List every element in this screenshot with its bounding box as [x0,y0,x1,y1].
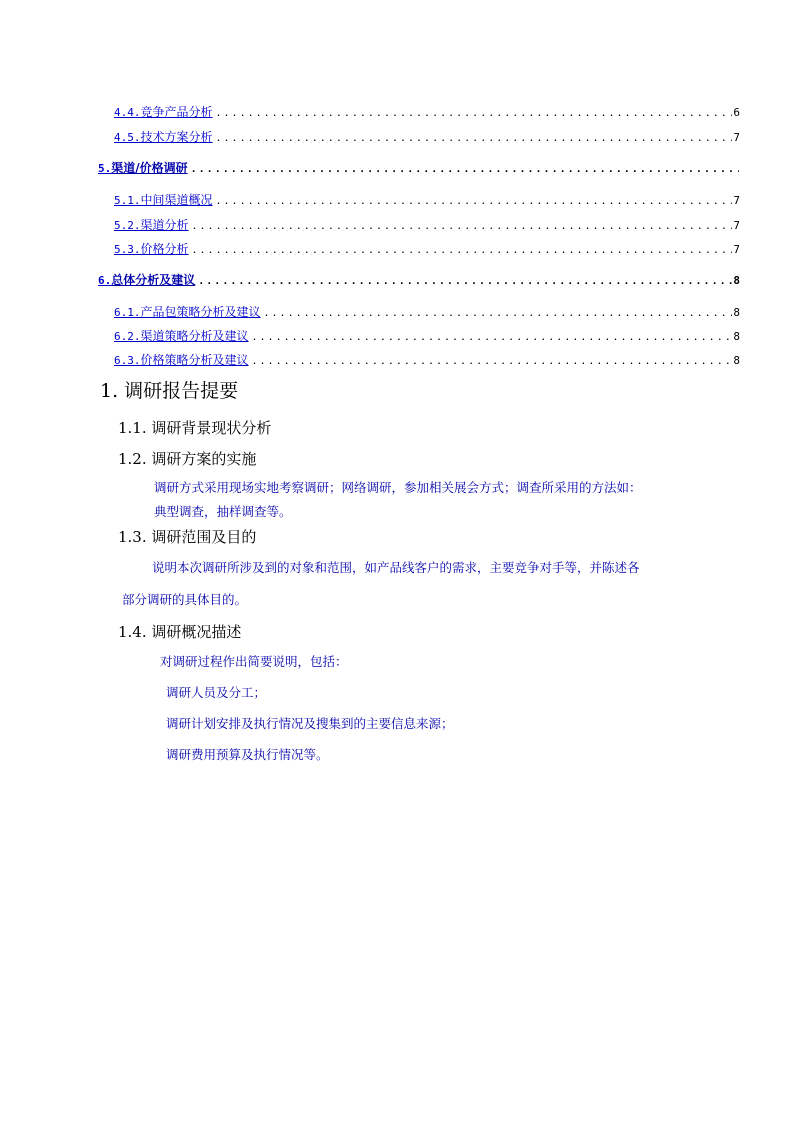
toc-entry[interactable] [114,217,740,235]
toc-entry[interactable] [98,272,740,290]
paragraph-line: 典型调查，抽样调查等。 [154,504,292,519]
toc-number[interactable]: 5.3. [114,243,141,256]
paragraph-line: 部分调研的具体目的。 [122,592,248,607]
toc-entry[interactable] [114,304,740,322]
subsection-heading-1-1: 1.1. 调研背景现状分析 [118,419,272,437]
paragraph-line: 对调研过程作出简要说明，包括： [160,654,348,669]
toc-title[interactable]: 渠道分析 [140,218,189,232]
toc-leader-dots [216,106,733,122]
list-item: 调研费用预算及执行情况等。 [166,747,329,762]
toc-page-number: 7 [733,243,740,256]
toc-title[interactable]: 价格策略分析及建议 [140,353,249,367]
toc-page-number: 7 [733,194,740,207]
toc-title[interactable]: 竞争产品分析 [140,105,213,119]
toc-page-number: 6 [733,106,740,119]
toc-number[interactable]: 5.1. [114,194,141,207]
toc-title[interactable]: 产品包策略分析及建议 [140,305,261,319]
toc-number[interactable]: 4.4. [114,106,141,119]
toc-entry[interactable] [114,328,740,346]
toc-page-number: 7 [733,131,740,144]
toc-entry[interactable] [114,129,740,147]
toc-leader-dots [216,194,733,210]
toc-number[interactable]: 5. [98,162,112,175]
toc-page-number: 7 [733,219,740,232]
toc-leader-dots [216,131,733,147]
toc-page-number: 8 [733,274,740,287]
toc-entry[interactable] [114,241,740,259]
toc-leader-dots [198,274,732,290]
toc-entry[interactable] [114,352,740,370]
toc-title[interactable]: 渠道策略分析及建议 [140,329,249,343]
toc-leader-dots [192,219,733,235]
paragraph-line: 说明本次调研所涉及到的对象和范围，如产品线客户的需求，主要竞争对手等，并陈述各 [152,560,640,575]
toc-page-number: 8 [733,306,740,319]
toc-title[interactable]: 中间渠道概况 [140,193,213,207]
toc-number[interactable]: 6. [98,274,112,287]
toc-title[interactable]: 总体分析及建议 [111,273,196,287]
toc-leader-dots [192,243,733,259]
toc-entry[interactable] [114,192,740,210]
toc-title[interactable]: 技术方案分析 [140,130,213,144]
toc-leader-dots [252,330,733,346]
toc-number[interactable]: 4.5. [114,131,141,144]
toc-page-number: 8 [733,354,740,367]
toc-leader-dots [252,354,733,370]
toc-entry[interactable] [114,104,740,122]
toc-number[interactable]: 6.1. [114,306,141,319]
toc-leader-dots [264,306,733,322]
toc-number[interactable]: 5.2. [114,219,141,232]
toc-leader-dots [191,162,739,178]
toc-entry[interactable] [98,160,740,178]
list-item: 调研计划安排及执行情况及搜集到的主要信息来源； [166,716,454,731]
section-heading-1: 1. 调研报告提要 [100,380,239,402]
toc-page-number: 8 [733,330,740,343]
toc-title[interactable]: 价格分析 [140,242,189,256]
subsection-heading-1-3: 1.3. 调研范围及目的 [118,528,257,546]
toc-title[interactable]: 渠道/价格调研 [111,161,188,175]
subsection-heading-1-4: 1.4. 调研概况描述 [118,623,242,641]
list-item: 调研人员及分工； [166,685,267,700]
paragraph-line: 调研方式采用现场实地考察调研；网络调研，参加相关展会方式；调查所采用的方法如： [154,480,642,495]
toc-number[interactable]: 6.3. [114,354,141,367]
subsection-heading-1-2: 1.2. 调研方案的实施 [118,450,257,468]
toc-number[interactable]: 6.2. [114,330,141,343]
